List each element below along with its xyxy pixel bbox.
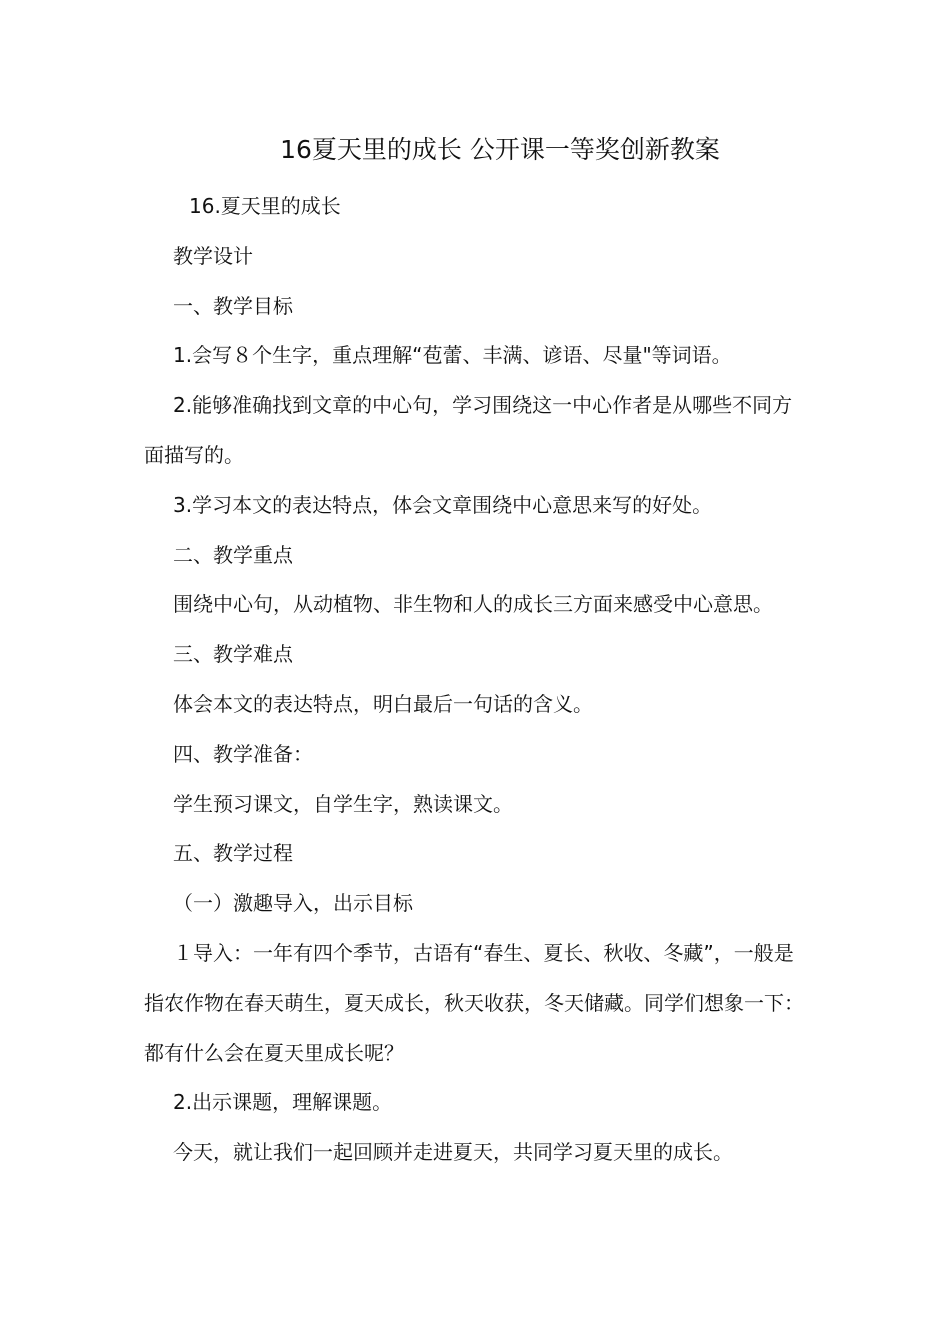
paragraph: 围绕中心句，从动植物、非生物和人的成长三方面来感受中心意思。 (173, 592, 773, 617)
paragraph: 1.会写８个生字，重点理解“苞蕾、丰满、谚语、尽量"等词语。 (173, 343, 732, 368)
document-body (144, 182, 810, 1178)
paragraph: 五、教学过程 (173, 841, 293, 866)
paragraph: 体会本文的表达特点，明白最后一句话的含义。 (173, 691, 593, 716)
paragraph: （一）激趣导入，出示目标 (173, 891, 413, 916)
paragraph: 四、教学准备： (173, 741, 313, 766)
paragraph: 今天，就让我们一起回顾并走进夏天，共同学习夏天里的成长。 (173, 1140, 733, 1165)
paragraph: 一、教学目标 (173, 293, 293, 318)
paragraph: 2.出示课题，理解课题。 (173, 1090, 393, 1115)
paragraph: 教学设计 (173, 243, 253, 268)
document-title: 16夏天里的成长 公开课一等奖创新教案 (280, 135, 720, 164)
paragraph: 2.能够准确找到文章的中心句，学习围绕这一中心作者是从哪些不同方面描写的。 (144, 393, 793, 467)
paragraph: 16.夏天里的成长 (189, 194, 341, 218)
paragraph: 二、教学重点 (173, 542, 293, 567)
paragraph: 学生预习课文，自学生字，熟读课文。 (173, 791, 513, 816)
paragraph: 三、教学难点 (173, 642, 293, 667)
paragraph: １导入：一年有四个季节，古语有“春生、夏长、秋收、冬藏”，一般是指农作物在春天萌生，夏天成长，秋天收获，冬天储藏。同学们想象一下：都有什么会在夏天里成长呢？ (144, 940, 804, 1065)
paragraph: 3.学习本文的表达特点，体会文章围绕中心意思来写的好处。 (173, 492, 713, 517)
